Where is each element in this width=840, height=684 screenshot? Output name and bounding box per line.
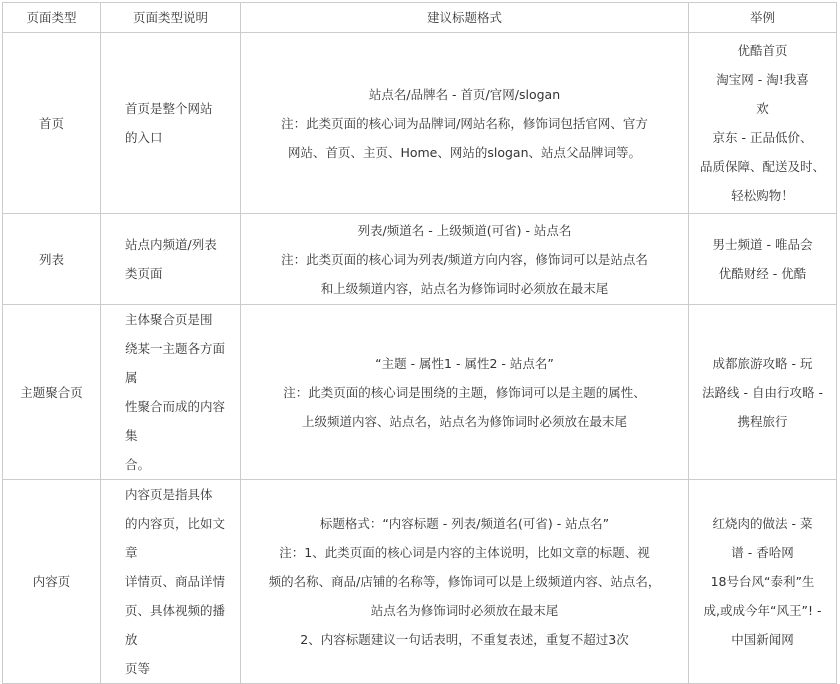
format-line: 注：此类页面的核心词为品牌词/网站名称，修饰词包括官网、官方 xyxy=(281,115,648,131)
format-line: 2、内容标题建议一句话表明，不重复表述，重复不超过3次 xyxy=(300,632,629,647)
example-line: 优酷首页 xyxy=(737,43,788,58)
example-line: 法路线 - 自由行攻略 - xyxy=(702,384,823,400)
row-content-example xyxy=(689,480,837,684)
format-line: 网站、首页、主页、Home、网站的slogan、站点父品牌词等。 xyxy=(287,144,642,160)
desc-line: 主体聚合页是围 xyxy=(125,312,213,327)
example-line: 欢 xyxy=(756,101,769,116)
header-example: 举例 xyxy=(689,3,837,33)
format-line: 标题格式：“内容标题 - 列表/频道名(可省) - 站点名” xyxy=(319,516,610,531)
format-line: 注：1、此类页面的核心词是内容的主体说明，比如文章的标题、视 xyxy=(279,545,650,560)
row-topic-example xyxy=(689,305,837,480)
header-row xyxy=(3,3,837,33)
table-row xyxy=(3,480,837,684)
format-line: 注：此类页面的核心词是围绕的主题，修饰词可以是主题的属性、 xyxy=(283,384,646,400)
header-title-format: 建议标题格式 xyxy=(241,3,689,33)
row-list-type: 列表 xyxy=(3,214,101,305)
example-line: 品质保障、配送及时、 xyxy=(699,159,825,174)
example-line: 淘宝网 - 淘!我喜 xyxy=(716,72,809,87)
desc-line: 的入口 xyxy=(125,130,163,145)
example-line: 优酷财经 - 优酷 xyxy=(718,266,807,281)
desc-line: 站点内频道/列表 xyxy=(125,237,217,252)
desc-line: 页、具体视频的播放 xyxy=(125,603,226,647)
desc-line: 类页面 xyxy=(125,266,163,281)
example-line: 京东 - 正品低价、 xyxy=(712,130,813,145)
desc-line: 页等 xyxy=(125,661,151,676)
row-homepage-desc xyxy=(101,33,241,214)
example-line: 男士频道 - 唯品会 xyxy=(712,237,813,252)
seo-title-table xyxy=(2,2,837,684)
row-topic-type: 主题聚合页 xyxy=(3,305,101,480)
format-line: 站点名为修饰词时必须放在最末尾 xyxy=(370,603,559,618)
table-row xyxy=(3,305,837,480)
example-line: 谱 - 香哈网 xyxy=(731,545,794,560)
format-line: 频的名称、商品/店铺的名称等，修饰词可以是上级频道内容、站点名， xyxy=(268,574,661,589)
example-line: 成,或成今年“风王”! - xyxy=(703,603,822,618)
desc-line: 绕某一主题各方面属 xyxy=(125,341,226,385)
row-homepage-format xyxy=(241,33,689,214)
header-page-type-desc: 页面类型说明 xyxy=(101,3,241,33)
table-row xyxy=(3,214,837,305)
row-topic-desc xyxy=(101,305,241,480)
example-line: 中国新闻网 xyxy=(731,632,794,647)
format-line: 上级频道内容、站点名，站点名为修饰词时必须放在最末尾 xyxy=(301,413,627,429)
desc-line: 首页是整个网站 xyxy=(125,101,213,116)
example-line: 携程旅行 xyxy=(737,413,788,429)
desc-line: 的内容页，比如文章 xyxy=(125,516,226,560)
format-line: “主题 - 属性1 - 属性2 - 站点名” xyxy=(375,355,554,371)
table-row xyxy=(3,33,837,214)
format-line: 注：此类页面的核心词为列表/频道方向内容，修饰词可以是站点名 xyxy=(281,251,648,267)
format-line: 列表/频道名 - 上级频道(可省) - 站点名 xyxy=(357,222,572,238)
row-topic-format xyxy=(241,305,689,480)
desc-line: 性聚合而成的内容集 xyxy=(125,399,226,443)
example-line: 红烧肉的做法 - 菜 xyxy=(712,516,813,531)
desc-line: 详情页、商品详情 xyxy=(125,574,226,589)
row-content-type: 内容页 xyxy=(3,480,101,684)
example-line: 成都旅游攻略 - 玩 xyxy=(712,355,813,371)
row-content-desc xyxy=(101,480,241,684)
example-line: 18号台风“泰利”生 xyxy=(710,574,815,589)
row-homepage-example xyxy=(689,33,837,214)
row-list-desc xyxy=(101,214,241,305)
desc-line: 内容页是指具体 xyxy=(125,487,213,502)
row-content-format xyxy=(241,480,689,684)
row-homepage-type: 首页 xyxy=(3,33,101,214)
example-line: 轻松购物！ xyxy=(731,188,794,203)
row-list-format xyxy=(241,214,689,305)
format-line: 站点名/品牌名 - 首页/官网/slogan xyxy=(368,86,561,102)
desc-line: 合。 xyxy=(125,457,151,472)
format-line: 和上级频道内容，站点名为修饰词时必须放在最末尾 xyxy=(320,280,609,296)
row-list-example xyxy=(689,214,837,305)
header-page-type: 页面类型 xyxy=(3,3,101,33)
